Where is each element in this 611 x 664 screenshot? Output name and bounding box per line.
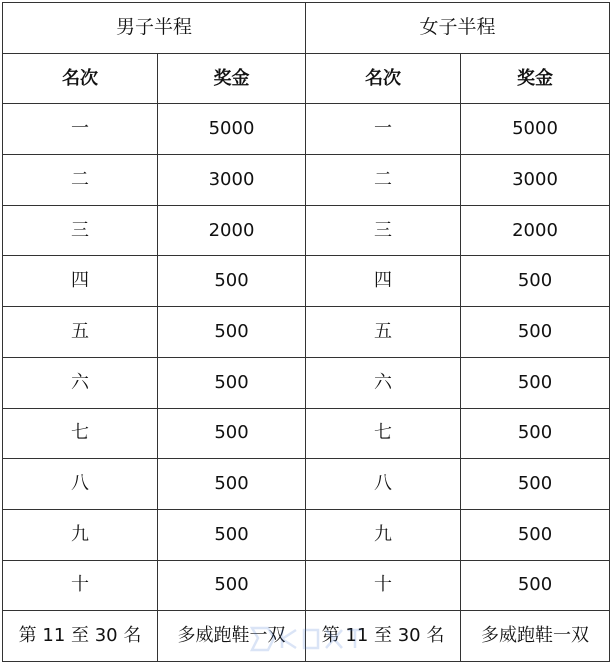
women-rank-cell: 一 (306, 104, 461, 155)
women-prize-cell: 2000 (461, 205, 610, 256)
women-rank-cell: 八 (306, 459, 461, 510)
men-rank-cell: 九 (3, 509, 158, 560)
women-prize-cell: 500 (461, 256, 610, 307)
women-prize-cell: 500 (461, 459, 610, 510)
men-prize-cell: 2000 (158, 205, 306, 256)
women-rank-cell: 四 (306, 256, 461, 307)
men-prize-header: 奖金 (158, 53, 306, 104)
men-rank-cell: 六 (3, 357, 158, 408)
women-prize-cell: 5000 (461, 104, 610, 155)
men-rank-cell: 五 (3, 307, 158, 358)
men-rank-cell: 七 (3, 408, 158, 459)
women-rank-cell: 第 11 至 30 名 (306, 611, 461, 662)
table-row (3, 509, 610, 560)
men-rank-cell: 第 11 至 30 名 (3, 611, 158, 662)
men-prize-cell: 5000 (158, 104, 306, 155)
men-rank-cell: 二 (3, 155, 158, 206)
column-header-row (3, 53, 610, 104)
men-prize-cell: 多威跑鞋一双 (158, 611, 306, 662)
women-rank-cell: 七 (306, 408, 461, 459)
men-rank-cell: 八 (3, 459, 158, 510)
men-prize-cell: 500 (158, 357, 306, 408)
women-prize-cell: 500 (461, 509, 610, 560)
group-header-row (3, 3, 610, 54)
men-rank-cell: 三 (3, 205, 158, 256)
table-row (3, 560, 610, 611)
table-row (3, 205, 610, 256)
men-prize-cell: 500 (158, 560, 306, 611)
women-prize-header: 奖金 (461, 53, 610, 104)
women-rank-header: 名次 (306, 53, 461, 104)
men-prize-cell: 500 (158, 256, 306, 307)
men-prize-cell: 500 (158, 509, 306, 560)
men-prize-cell: 500 (158, 307, 306, 358)
women-rank-cell: 六 (306, 357, 461, 408)
table-row (3, 307, 610, 358)
women-rank-cell: 三 (306, 205, 461, 256)
women-prize-cell: 500 (461, 307, 610, 358)
women-rank-cell: 九 (306, 509, 461, 560)
men-rank-header: 名次 (3, 53, 158, 104)
women-prize-cell: 多威跑鞋一双 (461, 611, 610, 662)
table-row (3, 611, 610, 662)
table-row (3, 459, 610, 510)
men-prize-cell: 500 (158, 459, 306, 510)
women-rank-cell: 五 (306, 307, 461, 358)
men-half-marathon-header: 男子半程 (3, 3, 306, 54)
men-prize-cell: 3000 (158, 155, 306, 206)
women-rank-cell: 十 (306, 560, 461, 611)
women-rank-cell: 二 (306, 155, 461, 206)
women-half-marathon-header: 女子半程 (306, 3, 610, 54)
prize-table (2, 2, 610, 662)
women-prize-cell: 500 (461, 560, 610, 611)
women-prize-cell: 3000 (461, 155, 610, 206)
men-prize-cell: 500 (158, 408, 306, 459)
table-row (3, 155, 610, 206)
table-row (3, 408, 610, 459)
men-rank-cell: 四 (3, 256, 158, 307)
table-row (3, 104, 610, 155)
table-row (3, 357, 610, 408)
women-prize-cell: 500 (461, 408, 610, 459)
women-prize-cell: 500 (461, 357, 610, 408)
men-rank-cell: 一 (3, 104, 158, 155)
men-rank-cell: 十 (3, 560, 158, 611)
table-row (3, 256, 610, 307)
